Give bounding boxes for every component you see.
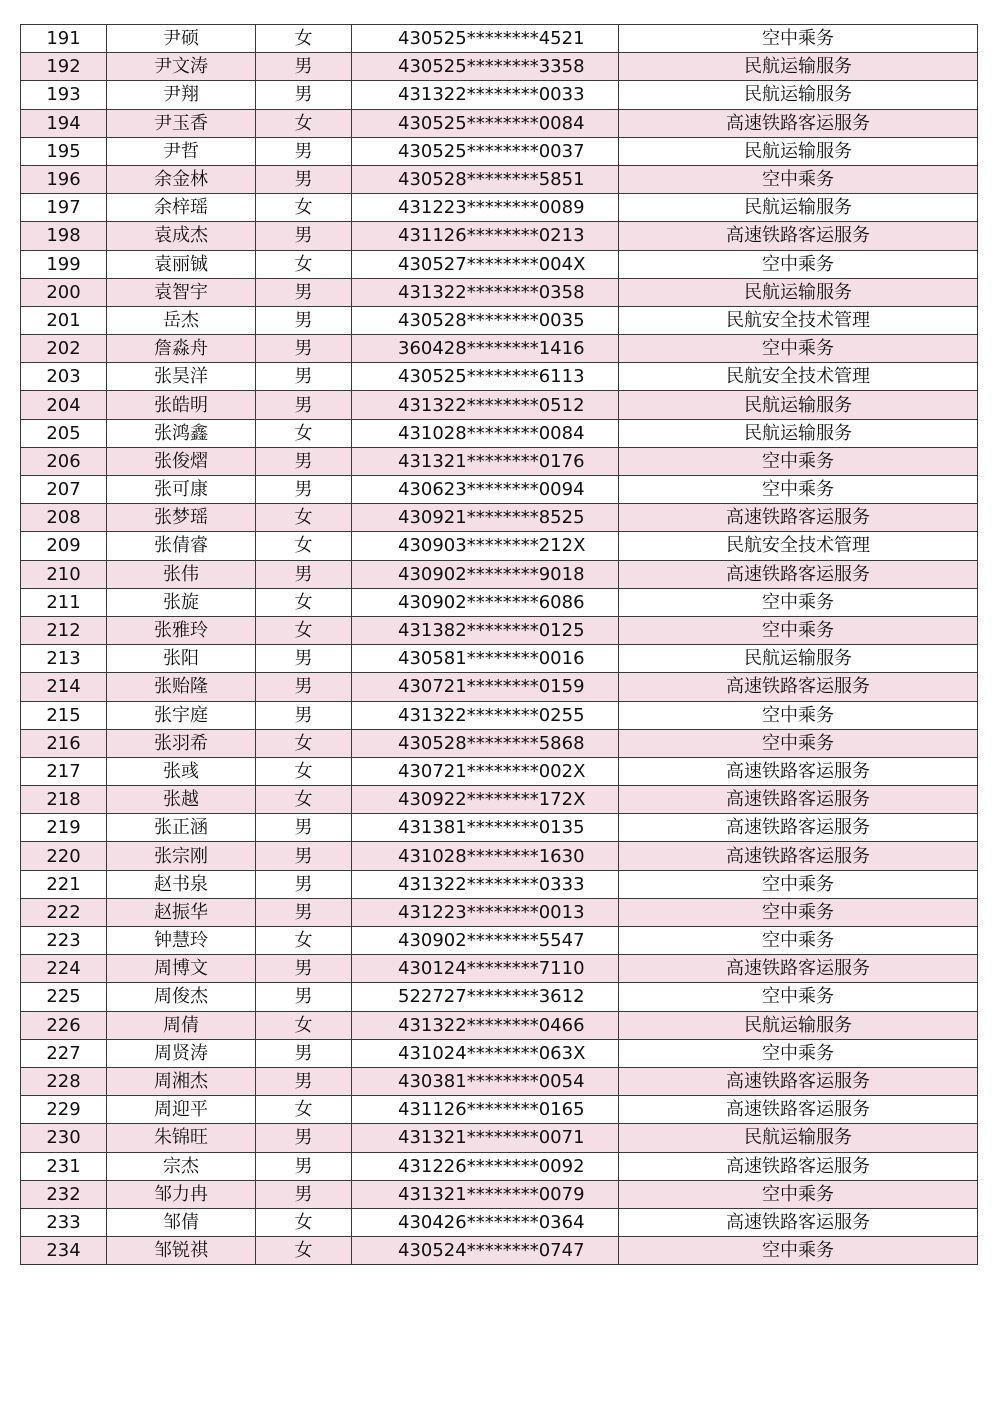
row-number-cell: 228: [21, 1067, 107, 1095]
student-name-cell: 尹翔: [107, 81, 256, 109]
student-name-cell: 周湘杰: [107, 1067, 256, 1095]
student-name-cell: 余梓瑶: [107, 194, 256, 222]
gender-cell: 男: [256, 560, 352, 588]
student-name-cell: 张皓明: [107, 391, 256, 419]
gender-cell: 男: [256, 53, 352, 81]
row-number-cell: 221: [21, 870, 107, 898]
id-number-cell: 430623********0094: [352, 476, 619, 504]
id-number-cell: 430381********0054: [352, 1067, 619, 1095]
program-cell: 高速铁路客运服务: [619, 1152, 978, 1180]
gender-cell: 女: [256, 419, 352, 447]
student-name-cell: 邹锐祺: [107, 1237, 256, 1265]
id-number-cell: 430721********0159: [352, 673, 619, 701]
id-number-cell: 430525********0084: [352, 109, 619, 137]
student-name-cell: 张鸿鑫: [107, 419, 256, 447]
program-cell: 民航安全技术管理: [619, 363, 978, 391]
gender-cell: 男: [256, 222, 352, 250]
program-cell: 民航安全技术管理: [619, 532, 978, 560]
program-cell: 高速铁路客运服务: [619, 673, 978, 701]
id-number-cell: 431028********1630: [352, 842, 619, 870]
id-number-cell: 431322********0255: [352, 701, 619, 729]
id-number-cell: 430525********0037: [352, 137, 619, 165]
id-number-cell: 431126********0213: [352, 222, 619, 250]
table-row: [21, 306, 978, 334]
table-row: [21, 729, 978, 757]
gender-cell: 男: [256, 306, 352, 334]
student-name-cell: 詹淼舟: [107, 335, 256, 363]
gender-cell: 女: [256, 504, 352, 532]
program-cell: 空中乘务: [619, 898, 978, 926]
gender-cell: 女: [256, 194, 352, 222]
program-cell: 高速铁路客运服务: [619, 504, 978, 532]
row-number-cell: 212: [21, 616, 107, 644]
id-number-cell: 431322********0466: [352, 1011, 619, 1039]
program-cell: 空中乘务: [619, 983, 978, 1011]
table-row: [21, 1124, 978, 1152]
row-number-cell: 219: [21, 814, 107, 842]
gender-cell: 男: [256, 137, 352, 165]
program-cell: 空中乘务: [619, 1039, 978, 1067]
program-cell: 民航运输服务: [619, 81, 978, 109]
id-number-cell: 431322********0033: [352, 81, 619, 109]
student-name-cell: 邹力冉: [107, 1180, 256, 1208]
table-row: [21, 53, 978, 81]
row-number-cell: 233: [21, 1208, 107, 1236]
program-cell: 空中乘务: [619, 335, 978, 363]
row-number-cell: 195: [21, 137, 107, 165]
table-row: [21, 898, 978, 926]
id-number-cell: 431024********063X: [352, 1039, 619, 1067]
student-name-cell: 张伟: [107, 560, 256, 588]
gender-cell: 男: [256, 476, 352, 504]
id-number-cell: 430524********0747: [352, 1237, 619, 1265]
program-cell: 空中乘务: [619, 165, 978, 193]
student-name-cell: 张羽希: [107, 729, 256, 757]
row-number-cell: 202: [21, 335, 107, 363]
id-number-cell: 431028********0084: [352, 419, 619, 447]
student-name-cell: 袁丽铖: [107, 250, 256, 278]
row-number-cell: 226: [21, 1011, 107, 1039]
program-cell: 民航运输服务: [619, 391, 978, 419]
program-cell: 空中乘务: [619, 1237, 978, 1265]
id-number-cell: 430902********6086: [352, 588, 619, 616]
id-number-cell: 430903********212X: [352, 532, 619, 560]
row-number-cell: 191: [21, 25, 107, 53]
id-number-cell: 431321********0176: [352, 447, 619, 475]
row-number-cell: 210: [21, 560, 107, 588]
gender-cell: 男: [256, 335, 352, 363]
row-number-cell: 199: [21, 250, 107, 278]
row-number-cell: 204: [21, 391, 107, 419]
program-cell: 空中乘务: [619, 616, 978, 644]
row-number-cell: 206: [21, 447, 107, 475]
gender-cell: 男: [256, 983, 352, 1011]
id-number-cell: 431223********0089: [352, 194, 619, 222]
table-row: [21, 870, 978, 898]
student-name-cell: 张可康: [107, 476, 256, 504]
student-name-cell: 钟慧玲: [107, 927, 256, 955]
row-number-cell: 194: [21, 109, 107, 137]
gender-cell: 女: [256, 1011, 352, 1039]
row-number-cell: 220: [21, 842, 107, 870]
gender-cell: 女: [256, 927, 352, 955]
student-name-cell: 袁成杰: [107, 222, 256, 250]
gender-cell: 男: [256, 898, 352, 926]
gender-cell: 男: [256, 278, 352, 306]
program-cell: 空中乘务: [619, 927, 978, 955]
row-number-cell: 231: [21, 1152, 107, 1180]
id-number-cell: 431321********0071: [352, 1124, 619, 1152]
row-number-cell: 229: [21, 1096, 107, 1124]
program-cell: 空中乘务: [619, 476, 978, 504]
id-number-cell: 430528********5868: [352, 729, 619, 757]
row-number-cell: 200: [21, 278, 107, 306]
student-name-cell: 周贤涛: [107, 1039, 256, 1067]
table-row: [21, 109, 978, 137]
table-row: [21, 1011, 978, 1039]
id-number-cell: 430525********3358: [352, 53, 619, 81]
row-number-cell: 193: [21, 81, 107, 109]
program-cell: 高速铁路客运服务: [619, 1208, 978, 1236]
gender-cell: 男: [256, 1180, 352, 1208]
program-cell: 民航运输服务: [619, 53, 978, 81]
id-number-cell: 430525********6113: [352, 363, 619, 391]
student-name-cell: 张梦瑶: [107, 504, 256, 532]
student-name-cell: 张宇庭: [107, 701, 256, 729]
id-number-cell: 430902********9018: [352, 560, 619, 588]
gender-cell: 男: [256, 814, 352, 842]
student-name-cell: 尹哲: [107, 137, 256, 165]
student-roster-table: [20, 24, 978, 1265]
table-row: [21, 25, 978, 53]
student-name-cell: 宗杰: [107, 1152, 256, 1180]
roster-body: [21, 25, 978, 1265]
gender-cell: 男: [256, 645, 352, 673]
table-row: [21, 1039, 978, 1067]
id-number-cell: 431322********0333: [352, 870, 619, 898]
id-number-cell: 431322********0358: [352, 278, 619, 306]
table-row: [21, 504, 978, 532]
row-number-cell: 201: [21, 306, 107, 334]
program-cell: 高速铁路客运服务: [619, 814, 978, 842]
gender-cell: 男: [256, 363, 352, 391]
row-number-cell: 224: [21, 955, 107, 983]
gender-cell: 女: [256, 616, 352, 644]
program-cell: 民航安全技术管理: [619, 306, 978, 334]
gender-cell: 男: [256, 673, 352, 701]
gender-cell: 女: [256, 1096, 352, 1124]
table-row: [21, 955, 978, 983]
program-cell: 空中乘务: [619, 447, 978, 475]
gender-cell: 女: [256, 532, 352, 560]
table-row: [21, 419, 978, 447]
student-name-cell: 袁智宇: [107, 278, 256, 306]
row-number-cell: 211: [21, 588, 107, 616]
gender-cell: 女: [256, 729, 352, 757]
id-number-cell: 430527********004X: [352, 250, 619, 278]
program-cell: 民航运输服务: [619, 278, 978, 306]
table-row: [21, 786, 978, 814]
student-name-cell: 赵书泉: [107, 870, 256, 898]
gender-cell: 男: [256, 1039, 352, 1067]
table-row: [21, 532, 978, 560]
student-name-cell: 周博文: [107, 955, 256, 983]
student-name-cell: 张倩睿: [107, 532, 256, 560]
table-row: [21, 616, 978, 644]
gender-cell: 男: [256, 1124, 352, 1152]
gender-cell: 男: [256, 842, 352, 870]
program-cell: 民航运输服务: [619, 137, 978, 165]
id-number-cell: 431321********0079: [352, 1180, 619, 1208]
table-row: [21, 983, 978, 1011]
row-number-cell: 214: [21, 673, 107, 701]
program-cell: 高速铁路客运服务: [619, 1067, 978, 1095]
id-number-cell: 430124********7110: [352, 955, 619, 983]
program-cell: 空中乘务: [619, 729, 978, 757]
program-cell: 民航运输服务: [619, 194, 978, 222]
row-number-cell: 192: [21, 53, 107, 81]
row-number-cell: 196: [21, 165, 107, 193]
program-cell: 高速铁路客运服务: [619, 109, 978, 137]
table-row: [21, 757, 978, 785]
program-cell: 空中乘务: [619, 1180, 978, 1208]
student-name-cell: 张阳: [107, 645, 256, 673]
gender-cell: 男: [256, 165, 352, 193]
id-number-cell: 431223********0013: [352, 898, 619, 926]
row-number-cell: 216: [21, 729, 107, 757]
gender-cell: 男: [256, 1152, 352, 1180]
program-cell: 民航运输服务: [619, 419, 978, 447]
row-number-cell: 203: [21, 363, 107, 391]
table-row: [21, 1208, 978, 1236]
student-name-cell: 张俊熠: [107, 447, 256, 475]
student-name-cell: 张旋: [107, 588, 256, 616]
gender-cell: 男: [256, 870, 352, 898]
gender-cell: 女: [256, 250, 352, 278]
id-number-cell: 430525********4521: [352, 25, 619, 53]
gender-cell: 男: [256, 447, 352, 475]
id-number-cell: 431226********0092: [352, 1152, 619, 1180]
student-name-cell: 张正涵: [107, 814, 256, 842]
table-row: [21, 1096, 978, 1124]
table-row: [21, 363, 978, 391]
gender-cell: 女: [256, 786, 352, 814]
student-name-cell: 尹文涛: [107, 53, 256, 81]
row-number-cell: 225: [21, 983, 107, 1011]
table-row: [21, 194, 978, 222]
id-number-cell: 430581********0016: [352, 645, 619, 673]
program-cell: 民航运输服务: [619, 645, 978, 673]
id-number-cell: 431382********0125: [352, 616, 619, 644]
row-number-cell: 198: [21, 222, 107, 250]
table-row: [21, 842, 978, 870]
program-cell: 高速铁路客运服务: [619, 560, 978, 588]
id-number-cell: 431126********0165: [352, 1096, 619, 1124]
row-number-cell: 217: [21, 757, 107, 785]
student-name-cell: 张彧: [107, 757, 256, 785]
table-row: [21, 81, 978, 109]
program-cell: 空中乘务: [619, 870, 978, 898]
table-row: [21, 1152, 978, 1180]
program-cell: 民航运输服务: [619, 1011, 978, 1039]
id-number-cell: 522727********3612: [352, 983, 619, 1011]
table-row: [21, 645, 978, 673]
program-cell: 高速铁路客运服务: [619, 786, 978, 814]
id-number-cell: 430528********0035: [352, 306, 619, 334]
row-number-cell: 218: [21, 786, 107, 814]
program-cell: 空中乘务: [619, 250, 978, 278]
row-number-cell: 205: [21, 419, 107, 447]
program-cell: 高速铁路客运服务: [619, 1096, 978, 1124]
row-number-cell: 227: [21, 1039, 107, 1067]
gender-cell: 女: [256, 1208, 352, 1236]
table-row: [21, 673, 978, 701]
id-number-cell: 430721********002X: [352, 757, 619, 785]
table-row: [21, 560, 978, 588]
program-cell: 高速铁路客运服务: [619, 222, 978, 250]
id-number-cell: 430921********8525: [352, 504, 619, 532]
id-number-cell: 431322********0512: [352, 391, 619, 419]
program-cell: 空中乘务: [619, 25, 978, 53]
student-name-cell: 张越: [107, 786, 256, 814]
table-row: [21, 814, 978, 842]
id-number-cell: 430528********5851: [352, 165, 619, 193]
table-row: [21, 476, 978, 504]
id-number-cell: 431381********0135: [352, 814, 619, 842]
program-cell: 空中乘务: [619, 701, 978, 729]
id-number-cell: 430902********5547: [352, 927, 619, 955]
student-name-cell: 张宗刚: [107, 842, 256, 870]
row-number-cell: 213: [21, 645, 107, 673]
student-name-cell: 张雅玲: [107, 616, 256, 644]
student-name-cell: 周俊杰: [107, 983, 256, 1011]
table-row: [21, 335, 978, 363]
table-row: [21, 391, 978, 419]
gender-cell: 男: [256, 701, 352, 729]
program-cell: 空中乘务: [619, 588, 978, 616]
row-number-cell: 197: [21, 194, 107, 222]
table-row: [21, 1180, 978, 1208]
program-cell: 高速铁路客运服务: [619, 757, 978, 785]
row-number-cell: 230: [21, 1124, 107, 1152]
table-row: [21, 1237, 978, 1265]
student-name-cell: 张贻隆: [107, 673, 256, 701]
student-name-cell: 周迎平: [107, 1096, 256, 1124]
student-name-cell: 周倩: [107, 1011, 256, 1039]
id-number-cell: 430426********0364: [352, 1208, 619, 1236]
table-row: [21, 250, 978, 278]
table-row: [21, 137, 978, 165]
gender-cell: 男: [256, 81, 352, 109]
student-name-cell: 邹倩: [107, 1208, 256, 1236]
gender-cell: 女: [256, 109, 352, 137]
id-number-cell: 360428********1416: [352, 335, 619, 363]
gender-cell: 男: [256, 391, 352, 419]
table-row: [21, 165, 978, 193]
table-row: [21, 588, 978, 616]
student-name-cell: 尹硕: [107, 25, 256, 53]
row-number-cell: 207: [21, 476, 107, 504]
student-name-cell: 赵振华: [107, 898, 256, 926]
gender-cell: 女: [256, 588, 352, 616]
table-row: [21, 927, 978, 955]
gender-cell: 女: [256, 25, 352, 53]
table-row: [21, 1067, 978, 1095]
row-number-cell: 222: [21, 898, 107, 926]
table-row: [21, 222, 978, 250]
table-row: [21, 701, 978, 729]
row-number-cell: 234: [21, 1237, 107, 1265]
table-row: [21, 278, 978, 306]
row-number-cell: 223: [21, 927, 107, 955]
student-name-cell: 尹玉香: [107, 109, 256, 137]
row-number-cell: 208: [21, 504, 107, 532]
student-name-cell: 张昊洋: [107, 363, 256, 391]
gender-cell: 女: [256, 757, 352, 785]
program-cell: 民航运输服务: [619, 1124, 978, 1152]
gender-cell: 女: [256, 1237, 352, 1265]
gender-cell: 男: [256, 1067, 352, 1095]
gender-cell: 男: [256, 955, 352, 983]
student-name-cell: 余金林: [107, 165, 256, 193]
row-number-cell: 232: [21, 1180, 107, 1208]
student-name-cell: 朱锦旺: [107, 1124, 256, 1152]
table-row: [21, 447, 978, 475]
student-name-cell: 岳杰: [107, 306, 256, 334]
row-number-cell: 209: [21, 532, 107, 560]
program-cell: 高速铁路客运服务: [619, 955, 978, 983]
id-number-cell: 430922********172X: [352, 786, 619, 814]
row-number-cell: 215: [21, 701, 107, 729]
program-cell: 高速铁路客运服务: [619, 842, 978, 870]
